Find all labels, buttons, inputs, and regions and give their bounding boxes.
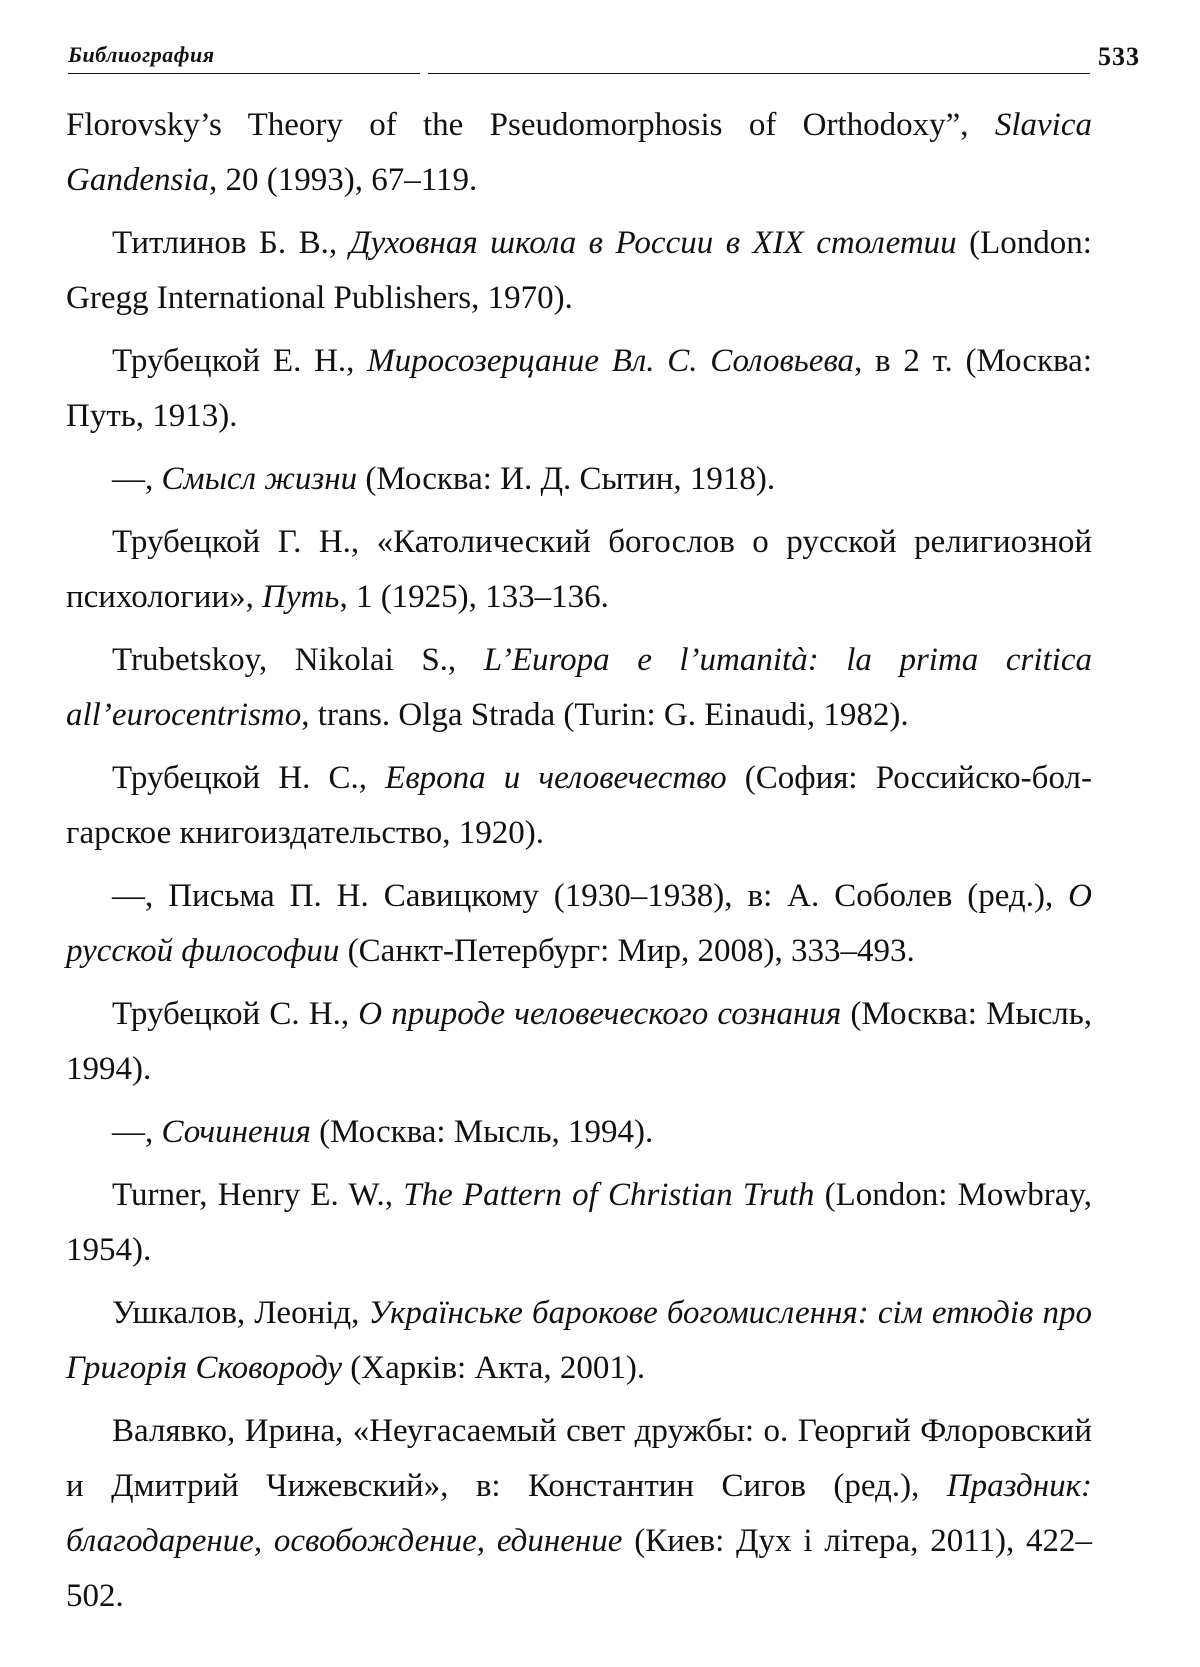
bibliography-entry [66,1105,1092,1160]
entry-text: Ушкалов, Леонід, [112,1295,369,1331]
entry-text: (Киев: Дух і літера, 2011), 422–502. [66,1523,1092,1614]
header-rule-right [428,73,1090,74]
entry-title-text: Смысл жизни [161,461,358,497]
entry-title-text: Slavica Gandensia [66,107,1092,198]
bibliography-entry [66,515,1092,625]
bibliography-entry [66,452,1092,507]
entry-text: (София: Российско-болгарское книгоиздательство, 1920). [66,760,1092,851]
entry-text: (Москва: И. Д. Сытин, 1918). [357,461,776,497]
entry-title-text: Духовная школа в России в XIX столетии [349,225,957,261]
running-head [68,42,1140,78]
entry-text: ––, [112,1114,162,1150]
entry-text: Turner, Henry E. W., [112,1177,404,1213]
entry-text: (Москва: Мысль, 1994). [66,996,1092,1087]
bibliography-entry [66,1286,1092,1396]
bibliography-entry [66,1168,1092,1278]
entry-text: (London: Mowbray, 1954). [66,1177,1093,1268]
entry-title-text: Українське барокове богомислення: сім етюдів про Григорія Сковороду [66,1295,1092,1386]
bibliography-entry [66,216,1092,326]
entry-text: Трубецкой Е. Н., [112,343,368,379]
bibliography-entry [66,633,1092,743]
entry-title-text: Путь [262,579,340,615]
entry-text: (London: Gregg International Publishers, 1970). [66,225,1092,316]
entry-title-text: О природе человеческого сознания [358,996,842,1032]
entry-text: , trans. Olga Strada (Turin: G. Einaudi, 1982). [301,697,909,733]
bibliography-entry [66,1404,1092,1624]
bibliography-entry [66,869,1092,979]
entry-text: Трубецкой Г. Н., «Католический богослов о русской религиозной психологии», [66,524,1092,615]
bibliography-entry [66,98,1092,208]
entry-text: Трубецкой С. Н., [112,996,359,1032]
entry-text: (Санкт-Петербург: Мир, 2008), 333–493. [339,933,915,969]
entry-text: ––, [112,461,162,497]
bibliography-entry [66,751,1092,861]
entry-title-text: Европа и человечество [385,760,727,796]
entry-text: , 20 (1993), 67–119. [209,162,478,198]
entry-text: Титлинов Б. В., [112,225,350,261]
entry-text: Trubetskoy, Nikolai S., [112,642,484,678]
entry-text: Florovsky’s Theory of the Pseudomorphosis of Orthodoxy”, [66,107,995,143]
bibliography-list [66,98,1092,1632]
section-title: Библиография [68,42,215,67]
entry-text: (Москва: Мысль, 1994). [310,1114,654,1150]
header-rule-left [68,73,420,74]
entry-text: Трубецкой Н. С., [112,760,386,796]
entry-title-text: Сочинения [161,1114,311,1150]
entry-title-text: Миросозерцание Вл. С. Соловьева [367,343,855,379]
entry-title-text: The Pattern of Christian Truth [403,1177,815,1213]
entry-text: (Харків: Акта, 2001). [342,1350,646,1386]
entry-text: Валявко, Ирина, «Неугасаемый свет дружбы: о. Георгий Флоровский и Дмитрий Чижевский», в: Константин Сигов (ред.), [66,1413,1092,1504]
bibliography-entry [66,334,1092,444]
entry-title-text: О русской философии [66,878,1092,969]
bibliography-entry [66,987,1092,1097]
entry-title-text: Праздник: благодарение, освобождение, единение [66,1468,1092,1559]
entry-text: , в 2 т. (Москва: Путь, 1913). [66,343,1093,434]
entry-title-text: L’Europa e l’umanità: la prima critica all’eurocentrismo [66,642,1093,733]
entry-text: ––, Письма П. Н. Савицкому (1930–1938), в: А. Соболев (ред.), [112,878,1069,914]
page-number: 533 [1098,42,1140,71]
entry-text: , 1 (1925), 133–136. [339,579,609,615]
